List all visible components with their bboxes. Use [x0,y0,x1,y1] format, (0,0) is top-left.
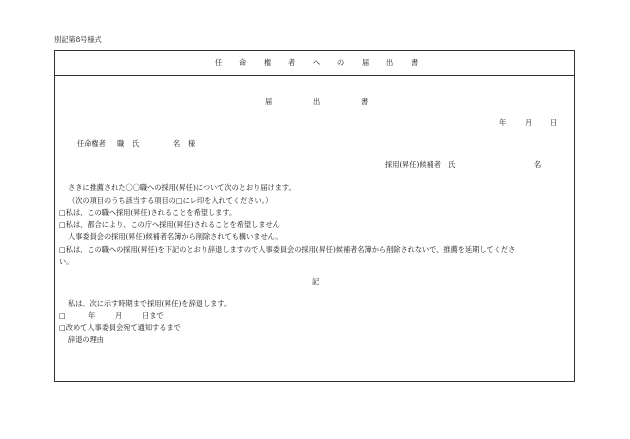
title-char: 書 [411,58,419,67]
sub-title-char: 出 [313,97,321,106]
title-char: 権 [264,58,272,67]
addressee-name: 名 [173,139,181,148]
option-defer-continuation: い。 [59,257,74,266]
date-month-field[interactable]: 月 [525,118,533,127]
date-year-field[interactable]: 年 [499,118,507,127]
addressee-position: 職 [117,139,125,148]
decline-date-checkbox[interactable]: □ [59,311,66,320]
decline-date-year: 年 [88,311,96,320]
title-char: 任 [215,58,223,67]
sub-title-char: 書 [361,97,369,106]
title-char: 届 [362,58,370,67]
addressee-surname: 氏 [132,139,140,148]
note-heading: 記 [312,277,320,286]
title-char: 者 [288,58,296,67]
intro-line: さきに推薦された〇〇職への採用(昇任)について次のとおり届けます。 [68,183,296,192]
title-char: の [337,58,345,67]
title-char: 命 [239,58,247,67]
addressee-prefix: 任命権者 [77,139,106,148]
title-divider [55,75,574,76]
option-accept[interactable]: □私は、この職へ採用(昇任)されることを希望します。 [59,208,237,217]
option-defer[interactable]: □私は、この職への採用(昇任)を下記のとおり辞退しますので人事委員会の採用(昇任)候補者名簿から削除されないで、推薦を延期してくださ [59,245,516,254]
title-char: 出 [386,58,394,67]
decline-until-notice-option[interactable]: □改めて人事委員会宛て通知するまで [59,323,181,332]
option-decline-agency-note: 人事委員会の採用(昇任)候補者名簿から削除されても構いません。 [68,232,283,241]
addressee-honorific: 様 [188,139,196,148]
applicant-name-suffix: 名 [534,160,542,169]
decline-intro: 私は、次に示す時期まで採用(昇任)を辞退します。 [68,299,232,308]
sub-title-char: 届 [265,97,273,106]
form-frame [54,50,575,382]
instruction-line: （次の項目のうち該当する項目の□にレ印を入れてください。） [68,196,273,205]
decline-date-month: 月 [115,311,123,320]
decline-date-day: 日まで [142,311,164,320]
form-label: 別記第8号様式 [54,35,102,44]
option-decline-agency[interactable]: □私は、都合により、この庁へ採用(昇任)されることを希望しません [59,220,280,229]
decline-reason-label: 辞退の理由 [68,335,104,344]
date-day-field[interactable]: 日 [550,118,558,127]
applicant-label: 採用(昇任)候補者 氏 [385,160,456,169]
title-char: へ [313,58,321,67]
